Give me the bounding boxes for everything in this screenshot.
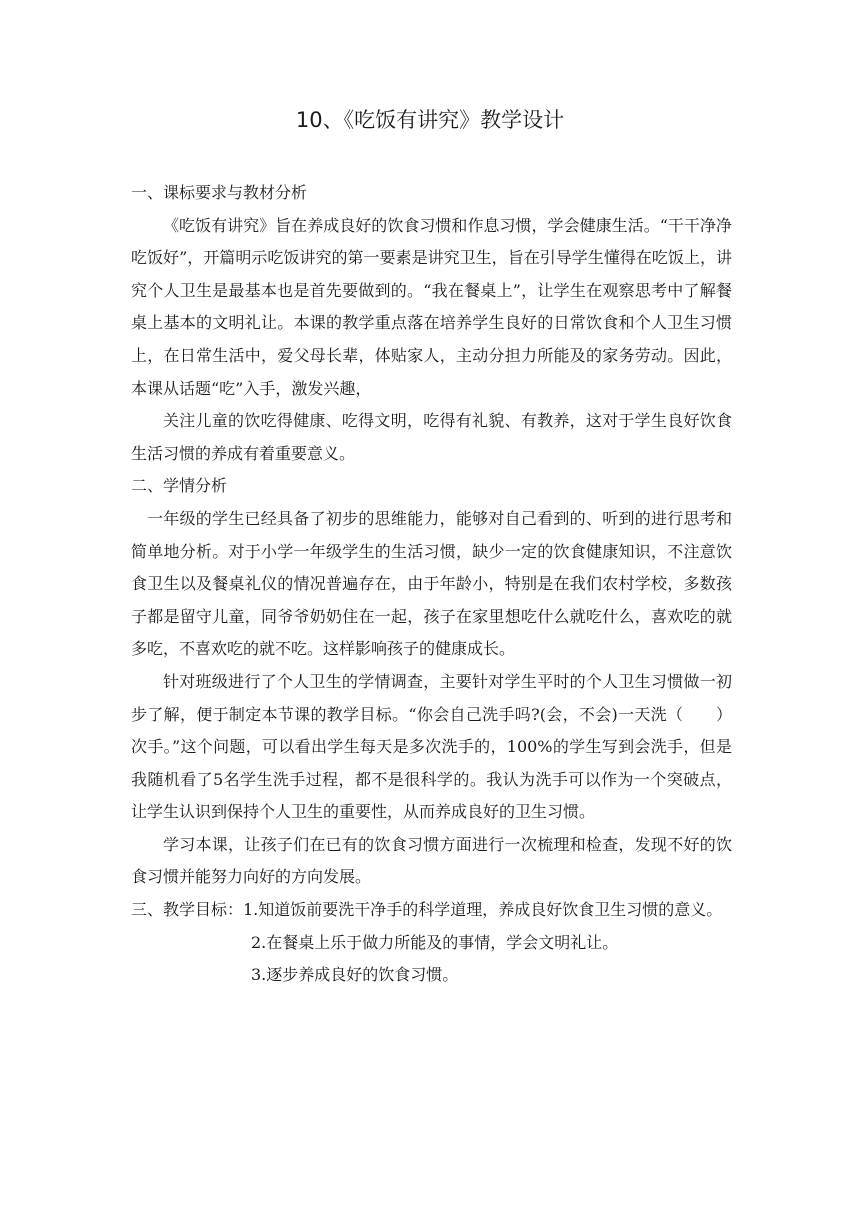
document-title: 10、《吃饭有讲究》教学设计 xyxy=(295,108,565,132)
section-1-paragraph-1: 《吃饭有讲究》旨在养成良好的饮食习惯和作息习惯，学会健康生活。“干干净净吃饭好”，开篇明示吃饭讲究的第一要素是讲究卫生，旨在引导学生懂得在吃饭上，讲究个人卫生是最基本也是首先要做到的。“我在餐桌上”，让学生在观察思考中了解餐桌上基本的文明礼让。本课的教学重点落在培养学生良好的日常饮食和个人卫生习惯上，在日常生活中，爱父母长辈，体贴家人，主动分担力所能及的家务劳动。因此，本课从话题“吃”入手，激发兴趣， xyxy=(131,215,732,398)
section-3-goal-2: 2.在餐桌上乐于做力所能及的事情，学会文明礼让。 xyxy=(251,932,619,952)
section-2-paragraph-1: 一年级的学生已经具备了初步的思维能力，能够对自己看到的、听到的进行思考和简单地分析。对于小学一年级学生的生活习惯，缺少一定的饮食健康知识，不注意饮食卫生以及餐桌礼仪的情况普遍存在，由于年龄小，特别是在我们农村学校，多数孩子都是留守儿童，同爷爷奶奶住在一起，孩子在家里想吃什么就吃什么，喜欢吃的就多吃，不喜欢吃的就不吃。这样影响孩子的健康成长。 xyxy=(131,508,732,659)
section-2-heading: 二、学情分析 xyxy=(131,476,228,496)
section-1-heading: 一、课标要求与教材分析 xyxy=(131,183,308,202)
section-2-paragraph-3: 学习本课，让孩子们在已有的饮食习惯方面进行一次梳理和检查，发现不好的饮食习惯并能努力向好的方向发展。 xyxy=(131,834,732,887)
section-3-heading-goal-1: 三、教学目标：1.知道饭前要洗干净手的科学道理，养成良好饮食卫生习惯的意义。 xyxy=(131,900,723,920)
section-1-paragraph-2: 关注儿童的饮吃得健康、吃得文明，吃得有礼貌、有教养，这对于学生良好饮食生活习惯的养成有着重要意义。 xyxy=(131,411,732,463)
document-body xyxy=(131,177,732,992)
section-3-goal-3: 3.逐步养成良好的饮食习惯。 xyxy=(251,965,459,985)
section-2-paragraph-2: 针对班级进行了个人卫生的学情调查，主要针对学生平时的个人卫生习惯做一初步了解，便于制定本节课的教学目标。“你会自己洗手吗?(会，不会)一天洗（ ）次手。”这个问题，可以看出学生每天是多次洗手的，100%的学生写到会洗手，但是我随机看了5名学生洗手过程，都不是很科学的。我认为洗手可以作为一个突破点，让学生认识到保持个人卫生的重要性，从而养成良好的卫生习惯。 xyxy=(131,671,732,822)
